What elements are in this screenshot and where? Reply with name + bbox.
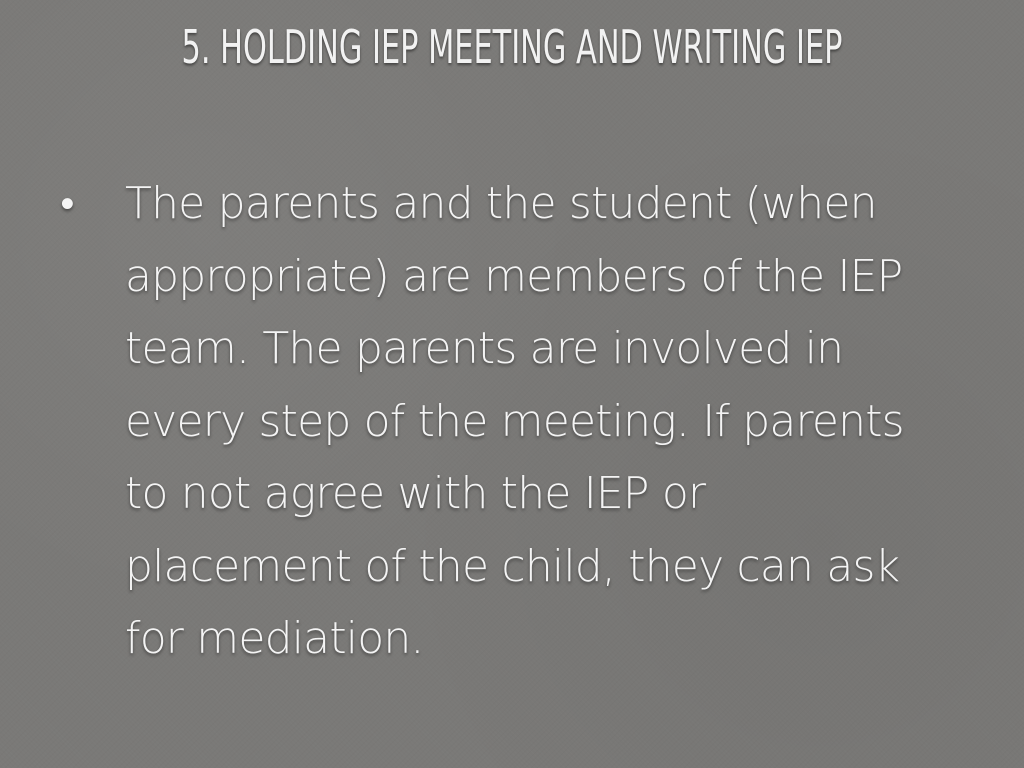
bullet-marker: • — [60, 181, 74, 227]
bullet-text: The parents and the student (when appropriate) are members of the IEP team. The parents are involved in every step of the meeting. If parents to not agree with the IEP or placement of the child, they can ask for mediation. — [125, 178, 904, 664]
bullet-list — [55, 168, 915, 676]
slide-title: 5. HOLDING IEP MEETING AND WRITING IEP — [181, 20, 843, 74]
bullet-item — [55, 168, 915, 676]
